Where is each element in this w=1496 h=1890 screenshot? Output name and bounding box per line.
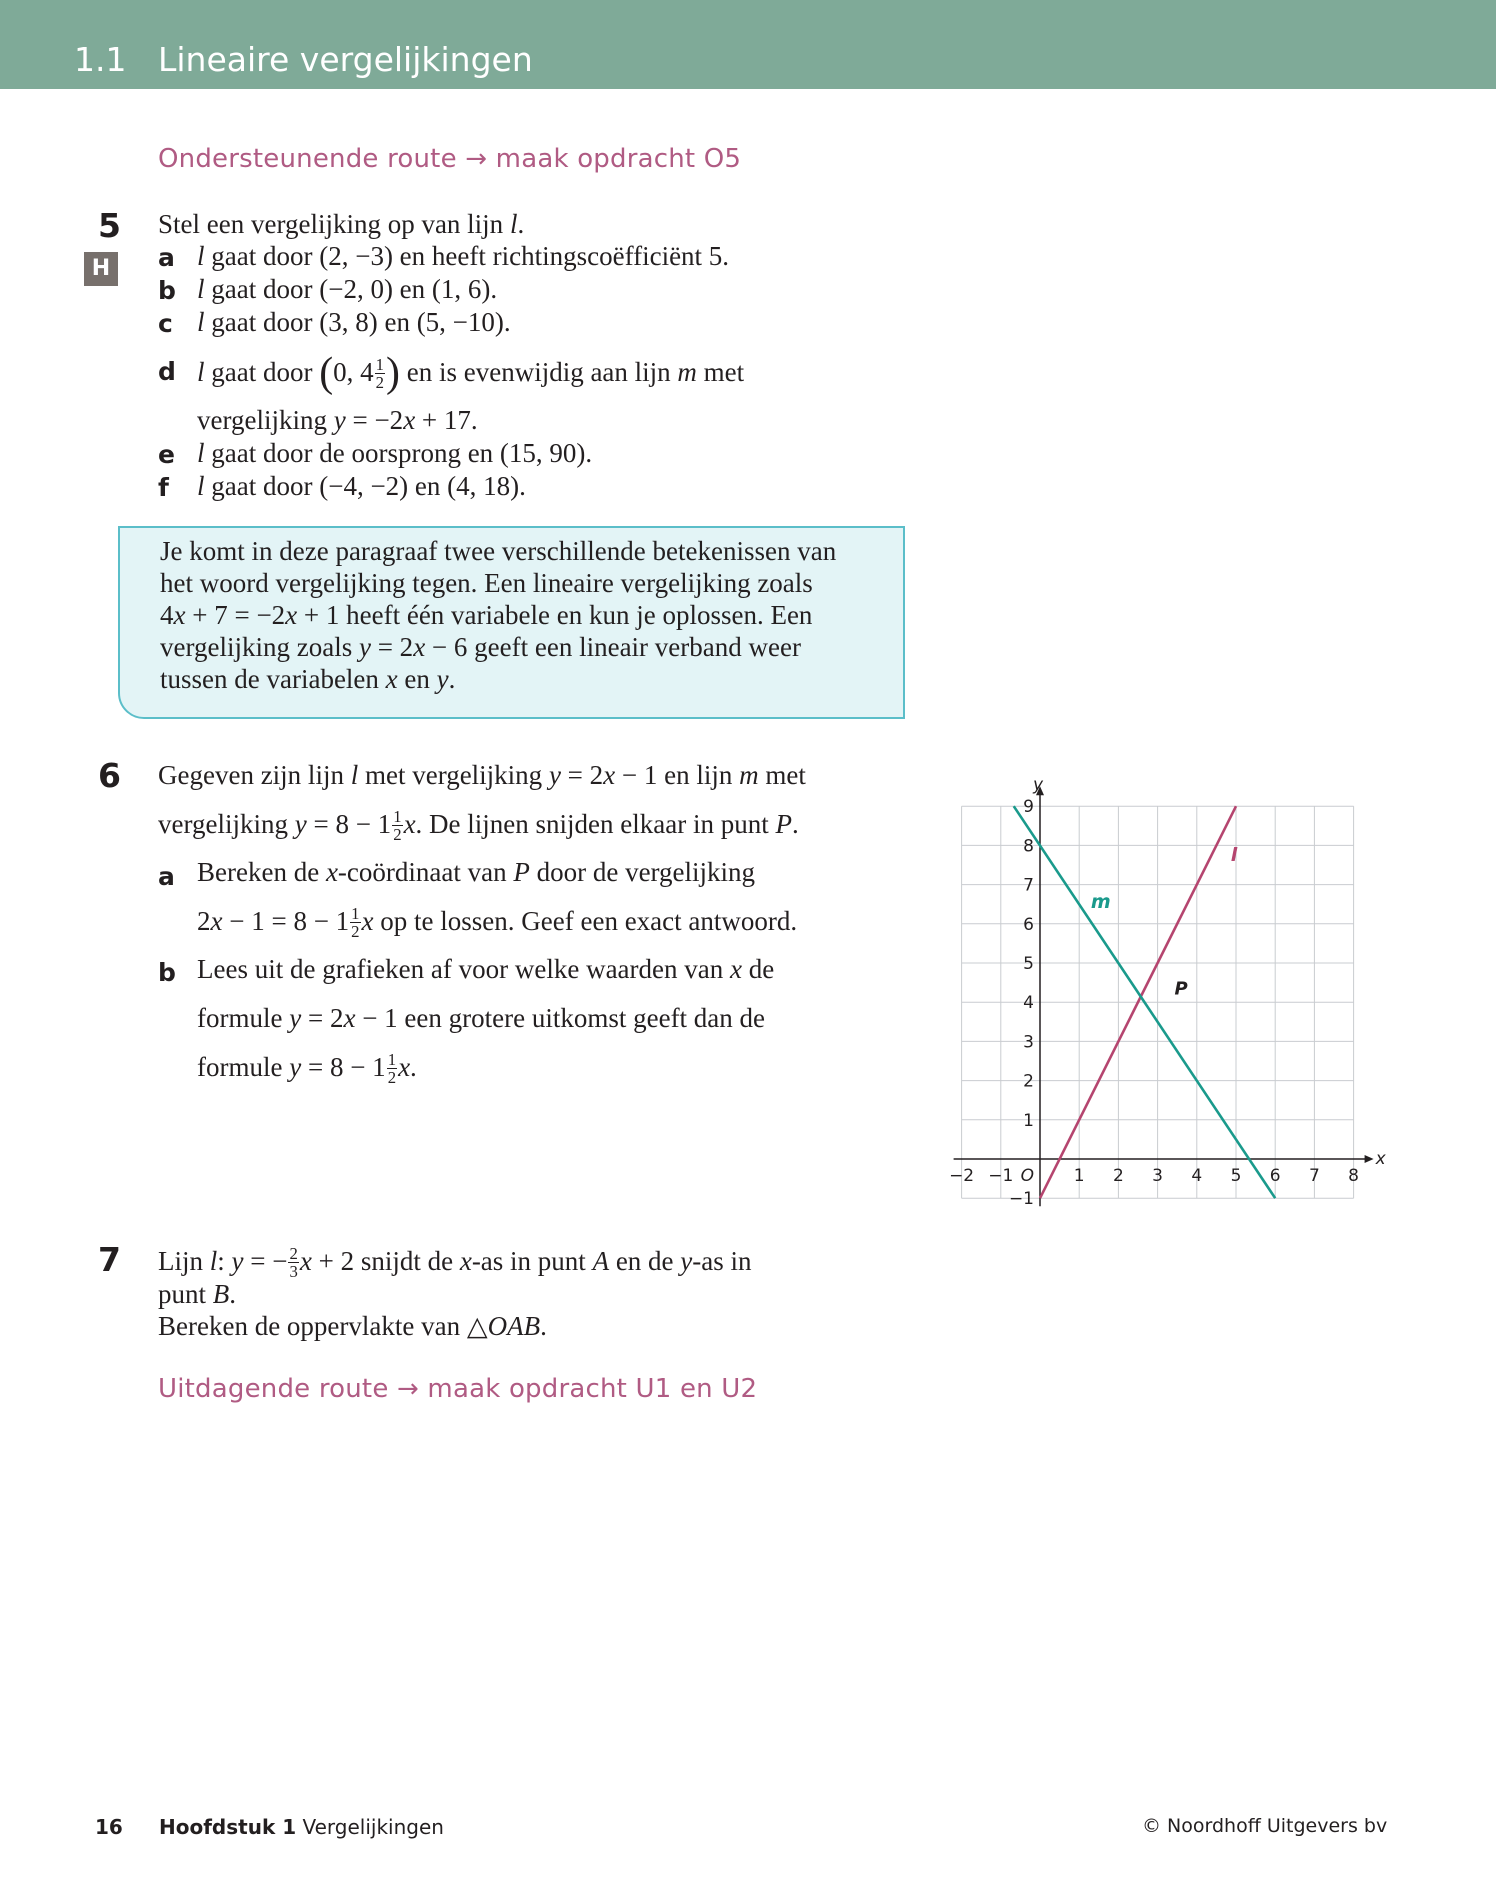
info-line: het woord vergelijking tegen. Een lineaire vergelijking zoals	[160, 568, 813, 598]
x-tick-label: 4	[1191, 1166, 1203, 1186]
y-tick-label: 4	[1023, 993, 1034, 1014]
question-number: 7	[98, 1240, 121, 1279]
copyright: © Noordhoff Uitgevers bv	[1142, 1815, 1388, 1837]
y-tick-label: 6	[1023, 914, 1034, 935]
y-tick-label: 9	[1023, 797, 1034, 818]
origin-label: O	[1020, 1166, 1034, 1186]
info-box	[118, 526, 905, 719]
q6-line2: vergelijking y = 8 − 1 $\frac{1}{2}$ x. De lijnen snijden elkaar in punt P.	[158, 807, 799, 845]
page-number: 16	[95, 1815, 123, 1839]
x-axis-arrow	[1365, 1155, 1374, 1163]
x-tick-label: 6	[1269, 1166, 1281, 1186]
item-label: a	[158, 243, 175, 272]
intersection-label: P	[1174, 978, 1188, 1000]
q6-item-a-line2: 2x − 1 = 8 − 1 $\frac{1}{2}$ x op te lossen. Geef een exact antwoord.	[197, 904, 798, 942]
y-tick-label: 7	[1023, 875, 1034, 896]
q6-line1: Gegeven zijn lijn l met vergelijking y = 2x − 1 en lijn m met	[158, 760, 806, 790]
item-label: d	[158, 357, 176, 386]
info-line: vergelijking zoals y = 2x − 6 geeft een lineair verband weer	[160, 632, 801, 662]
y-tick-label: 2	[1023, 1071, 1034, 1092]
question-number: 5	[98, 206, 121, 245]
annotations	[1175, 978, 1188, 999]
info-line: 4x + 7 = −2x + 1 heeft één variabele en kun je oplossen. Een	[160, 600, 813, 630]
q5-item-b: l gaat door (−2, 0) en (1, 6).	[197, 274, 498, 304]
chapter-header	[0, 0, 1496, 89]
q5-item-f: l gaat door (−4, −2) en (4, 18).	[197, 471, 526, 501]
chapter-reference: Hoofdstuk 1 Vergelijkingen	[159, 1815, 444, 1839]
q6-item-a-line1: Bereken de x-coördinaat van P door de vergelijking	[197, 857, 756, 887]
route-uitdagend: Uitdagende route → maak opdracht U1 en U2	[158, 1374, 758, 1404]
y-axis-label: y	[1032, 775, 1044, 796]
item-label: e	[158, 440, 175, 469]
section-number: 1.1	[74, 40, 127, 79]
tick-labels	[949, 797, 1359, 1209]
x-tick-label: 3	[1152, 1166, 1164, 1186]
info-line: tussen de variabelen x en y.	[160, 664, 456, 694]
grid	[962, 806, 1354, 1198]
coordinate-graph	[944, 770, 1384, 1210]
x-tick-label: −2	[949, 1166, 975, 1186]
x-axis-label: x	[1375, 1149, 1386, 1169]
axes	[954, 775, 1387, 1206]
question-number: 6	[98, 756, 121, 795]
x-tick-label: 8	[1348, 1166, 1360, 1186]
x-tick-label: 5	[1230, 1166, 1242, 1186]
q6-item-b-line1: Lees uit de grafieken af voor welke waarden van x de	[197, 954, 775, 984]
x-tick-label: −1	[988, 1166, 1014, 1186]
q5-intro: Stel een vergelijking op van lijn l.	[158, 209, 525, 239]
q5-item-e: l gaat door de oorsprong en (15, 90).	[197, 438, 593, 468]
y-tick-label: 1	[1023, 1110, 1034, 1131]
y-tick-label: 5	[1023, 954, 1034, 974]
x-tick-label: 2	[1112, 1166, 1124, 1186]
q6-item-b-line3: formule y = 8 − 1 $\frac{1}{2}$ x.	[197, 1050, 417, 1088]
h-badge: H	[84, 252, 118, 286]
x-tick-label: 7	[1308, 1166, 1320, 1186]
y-tick-label: 3	[1023, 1032, 1034, 1053]
q5-item-c: l gaat door (3, 8) en (5, −10).	[197, 307, 511, 337]
q5-item-d-line2: vergelijking y = −2x + 17.	[197, 405, 478, 435]
item-label: b	[158, 276, 176, 305]
q7-line2: punt B.	[158, 1279, 237, 1309]
q7-line1: Lijn l: y = − $\frac{2}{3}$ x + 2 snijdt de x-as in punt A en de y-as in	[158, 1244, 752, 1282]
q7-line3: Bereken de oppervlakte van △OAB.	[158, 1311, 547, 1341]
series-label-m: m	[1090, 891, 1111, 914]
item-label: c	[158, 309, 173, 338]
item-label: f	[158, 473, 169, 502]
series-label-l: l	[1230, 844, 1238, 867]
route-ondersteunend: Ondersteunende route → maak opdracht O5	[158, 144, 742, 174]
q6-item-b-line2: formule y = 2x − 1 een grotere uitkomst geeft dan de	[197, 1003, 766, 1033]
y-tick-label: 8	[1023, 836, 1034, 857]
item-label: b	[158, 958, 176, 987]
info-line: Je komt in deze paragraaf twee verschillende betekenissen van	[160, 536, 837, 566]
x-tick-label: 1	[1073, 1166, 1085, 1186]
section-title: Lineaire vergelijkingen	[158, 40, 533, 79]
y-tick-label: −1	[1008, 1189, 1034, 1210]
q5-item-d-line1: l gaat door (0, 4 $\frac{1}{2}$ ) en is evenwijdig aan lijn m met	[197, 350, 745, 396]
q5-item-a: l gaat door (2, −3) en heeft richtingscoëfficiënt 5.	[197, 241, 730, 271]
item-label: a	[158, 862, 175, 891]
